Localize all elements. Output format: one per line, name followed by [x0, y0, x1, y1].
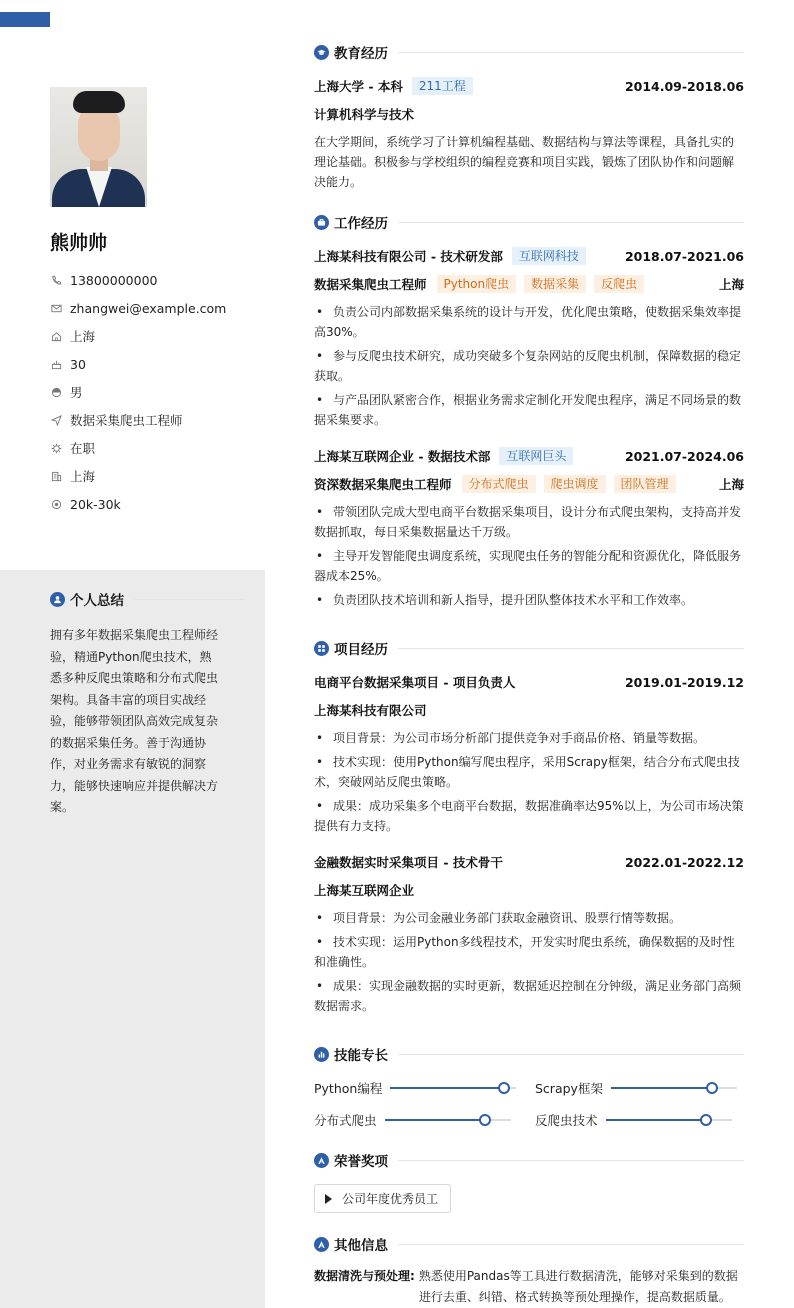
project-header-row [314, 853, 744, 871]
divider [398, 648, 744, 649]
graduation-cap-icon [314, 45, 329, 60]
top-accent-bar [0, 12, 50, 27]
job-role-row [314, 475, 744, 493]
play-icon [325, 1194, 332, 1204]
slider-knob [479, 1114, 491, 1126]
gender-icon [50, 386, 62, 398]
skill-name: 反爬虫技术 [535, 1113, 598, 1128]
bar-chart-icon [314, 1047, 329, 1062]
industry-tag: 互联网科技 [512, 247, 586, 265]
skill-tag: 数据采集 [524, 275, 586, 293]
info-gender: 男 [50, 378, 260, 406]
list-item: • 与产品团队紧密合作，根据业务需求定制化开发爬虫程序，满足不同场景的数据采集要求。 [314, 390, 744, 430]
slider-knob [700, 1114, 712, 1126]
profile-name: 熊帅帅 [50, 232, 108, 254]
project-name: 电商平台数据采集项目 - 项目负责人 [314, 675, 516, 690]
status-icon [50, 442, 62, 454]
list-item: • 主导开发智能爬虫调度系统，实现爬虫任务的智能分配和资源优化，降低服务器成本25%。 [314, 546, 744, 586]
projects-title: 项目经历 [334, 642, 388, 658]
education-date: 2014.09-2018.06 [624, 78, 744, 94]
age-icon [50, 358, 62, 370]
list-item: • 成果：成功采集多个电商平台数据，数据准确率达95%以上，为公司市场决策提供有力支持。 [314, 796, 744, 836]
award-item [314, 1184, 451, 1213]
avatar [50, 87, 147, 207]
list-item: • 成果：实现金融数据的实时更新，数据延迟控制在分钟级，满足业务部门高频数据需求。 [314, 976, 744, 1016]
other-title: 其他信息 [334, 1238, 388, 1254]
skill-tag: 分布式爬虫 [462, 475, 536, 493]
education-title: 教育经历 [334, 46, 388, 62]
skill-item [535, 1111, 732, 1129]
user-icon [50, 592, 65, 607]
skill-slider [606, 1119, 732, 1121]
major-name: 计算机科学与技术 [314, 107, 415, 122]
other-label: 数据清洗与预处理: [314, 1269, 415, 1283]
info-work-city: 上海 [50, 462, 260, 490]
project-bullets [314, 728, 744, 840]
work-title: 工作经历 [334, 216, 388, 232]
job-header-row [314, 247, 744, 265]
job-role: 资深数据采集爬虫工程师 [314, 477, 452, 492]
project-name: 金融数据实时采集项目 - 技术骨干 [314, 855, 503, 870]
job-bullets [314, 502, 744, 614]
building-icon [50, 470, 62, 482]
info-location: 上海 [50, 322, 260, 350]
project-header-row [314, 673, 744, 691]
education-row [314, 77, 744, 95]
list-item: • 技术实现：运用Python多线程技术，开发实时爬虫系统，确保数据的及时性和准确性。 [314, 932, 744, 972]
skill-name: Python编程 [314, 1081, 383, 1096]
education-desc: 在大学期间，系统学习了计算机编程基础、数据结构与算法等课程，具备扎实的理论基础。积极参与学校组织的编程竞赛和项目实践，锻炼了团队协作和问题解决能力。 [314, 135, 735, 189]
divider [398, 222, 744, 223]
other-info-row [314, 1266, 744, 1308]
school-name: 上海大学 - 本科 [314, 79, 403, 94]
slider-knob [498, 1082, 510, 1094]
awards-title: 荣誉奖项 [334, 1154, 388, 1170]
skills-header [314, 1044, 744, 1064]
briefcase-icon [314, 215, 329, 230]
projects-header [314, 638, 744, 658]
skill-slider [611, 1087, 737, 1089]
skill-tag: 爬虫调度 [544, 475, 606, 493]
job-header-row [314, 447, 744, 465]
list-item: • 技术实现：使用Python编写爬虫程序，采用Scrapy框架，结合分布式爬虫技术，突破网站反爬虫策略。 [314, 752, 744, 792]
skill-name: Scrapy框架 [535, 1081, 603, 1096]
list-item: • 带领团队完成大型电商平台数据采集项目，设计分布式爬虫架构，支持高并发数据抓取，每日采集数据量达千万级。 [314, 502, 744, 542]
skill-item [314, 1111, 511, 1129]
other-header [314, 1234, 744, 1254]
job-bullets [314, 302, 744, 434]
skill-tag: 团队管理 [614, 475, 676, 493]
home-icon [50, 330, 62, 342]
summary-header [50, 589, 245, 609]
work-header [314, 212, 744, 232]
mail-icon [50, 302, 62, 314]
list-item: • 项目背景：为公司金融业务部门获取金融资讯、股票行情等数据。 [314, 908, 744, 928]
major-row [314, 105, 744, 123]
send-icon [50, 414, 62, 426]
project-org: 上海某科技有限公司 [314, 703, 427, 718]
job-city: 上海 [718, 477, 744, 492]
phone-icon [50, 274, 62, 286]
job-company: 上海某科技有限公司 - 技术研发部 [314, 249, 503, 264]
summary-text: 拥有多年数据采集爬虫工程师经验，精通Python爬虫技术，熟悉多种反爬虫策略和分布式爬虫架构。具备丰富的项目实战经验，能够带领团队高效完成复杂的数据采集任务。善于沟通协作，对业务需求有敏锐的洞察力，能够快速响应并提供解决方案。 [50, 628, 219, 814]
info-email: zhangwei@example.com [50, 294, 260, 322]
info-job-target: 数据采集爬虫工程师 [50, 406, 260, 434]
award-icon [314, 1153, 329, 1168]
info-phone: 13800000000 [50, 266, 260, 294]
divider [398, 52, 744, 53]
skill-tag: Python爬虫 [437, 275, 517, 293]
skill-name: 分布式爬虫 [314, 1113, 377, 1128]
project-org-row [314, 881, 744, 899]
skill-tag: 反爬虫 [594, 275, 644, 293]
divider [398, 1244, 744, 1245]
job-company: 上海某互联网企业 - 数据技术部 [314, 449, 491, 464]
job-role: 数据采集爬虫工程师 [314, 277, 427, 292]
project-date: 2022.01-2022.12 [624, 854, 744, 870]
other-text: 熟悉使用Pandas等工具进行数据清洗，能够对采集到的数据进行去重、纠错、格式转换等预处理操作，提高数据质量。 [418, 1269, 738, 1304]
project-org: 上海某互联网企业 [314, 883, 415, 898]
education-header [314, 42, 744, 62]
project-date: 2019.01-2019.12 [624, 674, 744, 690]
school-tag: 211工程 [412, 77, 473, 95]
industry-tag: 互联网巨头 [499, 447, 573, 465]
info-icon [314, 1237, 329, 1252]
divider [398, 1054, 744, 1055]
info-age: 30 [50, 350, 260, 378]
skill-slider [385, 1119, 511, 1121]
skill-slider [390, 1087, 516, 1089]
divider [398, 1160, 744, 1161]
grid-icon [314, 641, 329, 656]
job-date: 2018.07-2021.06 [624, 248, 744, 264]
profile-info-list [50, 266, 260, 518]
list-item: • 项目背景：为公司市场分析部门提供竞争对手商品价格、销量等数据。 [314, 728, 744, 748]
summary-title: 个人总结 [70, 593, 124, 609]
info-salary: 20k-30k [50, 490, 260, 518]
salary-icon [50, 498, 62, 510]
job-date: 2021.07-2024.06 [624, 448, 744, 464]
award-name: 公司年度优秀员工 [342, 1192, 439, 1206]
slider-knob [706, 1082, 718, 1094]
skill-item [535, 1079, 737, 1097]
job-role-row [314, 275, 744, 293]
skills-title: 技能专长 [334, 1048, 388, 1064]
job-city: 上海 [718, 277, 744, 292]
skill-item [314, 1079, 516, 1097]
awards-header [314, 1150, 744, 1170]
list-item: • 参与反爬虫技术研究，成功突破多个复杂网站的反爬虫机制，保障数据的稳定获取。 [314, 346, 744, 386]
project-org-row [314, 701, 744, 719]
list-item: • 负责团队技术培训和新人指导，提升团队整体技术水平和工作效率。 [314, 590, 744, 610]
list-item: • 负责公司内部数据采集系统的设计与开发，优化爬虫策略，使数据采集效率提高30%。 [314, 302, 744, 342]
project-bullets [314, 908, 744, 1020]
info-status: 在职 [50, 434, 260, 462]
divider [134, 599, 245, 600]
